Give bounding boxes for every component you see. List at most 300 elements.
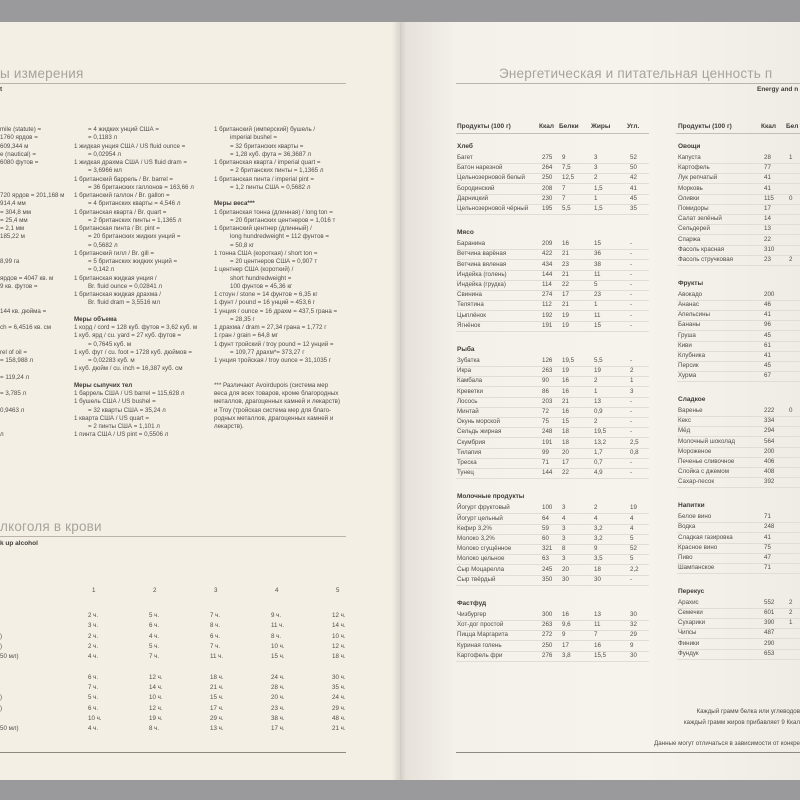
nutrition-value: 41 xyxy=(630,184,637,192)
unit-line: = 50,8 кг xyxy=(230,241,255,249)
unit-line: 185,22 м xyxy=(0,233,25,241)
alcohol-header-4: 4 xyxy=(275,587,279,594)
nutrition-row xyxy=(677,554,800,563)
nutrition-value: 3 xyxy=(562,555,566,563)
nutrition-value: - xyxy=(630,428,633,436)
unit-line: = 4 жидких унций США = xyxy=(88,126,159,133)
nutrition-value: 8 xyxy=(562,545,566,553)
nutrition-value: 72 xyxy=(542,408,549,415)
nutrition-value: 67 xyxy=(764,372,771,380)
nutrition-value: 15,5 xyxy=(594,651,607,659)
nutrition-value: 19 xyxy=(562,367,569,375)
nutrition-value: 16 xyxy=(562,377,569,385)
note-line-3: Данные могут отличаться в зависимости от конкре xyxy=(654,740,800,747)
nutrition-row xyxy=(456,504,649,513)
product-name: Картофель xyxy=(678,164,710,172)
unit-line: 1 британская пинта / imperial pint = xyxy=(214,175,314,183)
product-name: Мёд xyxy=(678,427,691,435)
product-name: Помидоры xyxy=(678,205,709,212)
nutrition-value: 2 xyxy=(789,609,793,616)
nutrition-value: 61 xyxy=(764,341,771,349)
unit-line: 1 кварта США / US quart = xyxy=(74,414,149,422)
alcohol-row-label: ) xyxy=(0,694,3,702)
nutrition-value: 21 xyxy=(562,270,569,278)
alcohol-cell: 5 ч. xyxy=(88,694,99,702)
alcohol-cell: 2 ч. xyxy=(88,632,99,640)
product-name: Молочный шоколад xyxy=(678,437,735,445)
nutrition-row xyxy=(677,246,800,255)
nutrition-value: 2 xyxy=(594,377,598,385)
nutrition-value: 1 xyxy=(789,619,793,627)
nutrition-row xyxy=(456,398,649,407)
nutrition-row xyxy=(677,342,800,351)
nutrition-header: Бел xyxy=(786,123,799,130)
unit-line: = 1,2 пинты США = 0,5682 л xyxy=(230,183,311,191)
nutrition-value: 9,6 xyxy=(562,621,571,629)
nutrition-value: 75 xyxy=(542,418,549,426)
unit-line: = 32 британских кварты = xyxy=(230,142,304,150)
nutrition-value: 23 xyxy=(764,256,771,263)
nutrition-value: 17 xyxy=(562,291,569,299)
nutrition-section-heading: Хлеб xyxy=(457,143,473,150)
nutrition-value: 42 xyxy=(630,174,637,182)
nutrition-row xyxy=(456,611,649,620)
alcohol-cell: 12 ч. xyxy=(149,673,163,681)
nutrition-row xyxy=(456,312,649,321)
nutrition-value: 100 xyxy=(542,504,553,512)
unit-line: = 3,785 л xyxy=(0,390,27,397)
row-divider xyxy=(677,381,800,382)
nutrition-row xyxy=(456,357,649,366)
nutrition-value: 28 xyxy=(764,154,771,161)
product-name: Белое вино xyxy=(678,513,712,521)
unit-line: Br. fluid ounce = 0,02841 л xyxy=(88,282,162,290)
unit-line: 1 жидкая унция США / US fluid ounce = xyxy=(74,142,186,150)
nutrition-value: 41 xyxy=(764,184,771,192)
nutrition-value: 64 xyxy=(542,514,549,522)
nutrition-row xyxy=(456,185,649,194)
nutrition-value: 264 xyxy=(542,164,553,172)
nutrition-row xyxy=(677,195,800,204)
nutrition-header: Угл. xyxy=(627,123,640,130)
alcohol-title-rule xyxy=(0,536,346,537)
alcohol-cell: 10 ч. xyxy=(149,694,163,702)
nutrition-value: 45 xyxy=(630,194,637,202)
row-divider xyxy=(456,585,649,586)
nutrition-header: Белки xyxy=(559,123,579,130)
nutrition-section-heading: Рыба xyxy=(457,346,475,353)
nutrition-row xyxy=(677,619,800,628)
nutrition-value: 22 xyxy=(562,281,569,288)
unit-line: 609,344 м xyxy=(0,142,29,150)
nutrition-row xyxy=(456,154,649,163)
nutrition-value: 19 xyxy=(562,311,569,319)
unit-line: 1 куб. фут / cu. foot = 1728 куб. дюймов = xyxy=(74,348,192,356)
product-name: Чипсы xyxy=(678,629,697,637)
nutrition-value: 75 xyxy=(764,543,771,551)
unit-line: 1 британский (имперский) бушель / xyxy=(214,126,316,133)
nutrition-row xyxy=(677,417,800,426)
nutrition-row xyxy=(456,367,649,376)
nutrition-value: 5,5 xyxy=(594,357,603,364)
nutrition-value: 21 xyxy=(562,301,569,309)
nutrition-value: 52 xyxy=(630,545,637,553)
nutrition-value: 3 xyxy=(594,154,598,161)
nutrition-value: 11 xyxy=(594,621,601,629)
nutrition-row xyxy=(677,154,800,163)
nutrition-value: - xyxy=(630,575,633,583)
unit-line: 1 баррель США / US barrel = 115,628 л xyxy=(74,390,185,397)
nutrition-row xyxy=(677,236,800,245)
nutrition-value: 3 xyxy=(630,387,634,395)
product-name: Креветки xyxy=(457,387,483,395)
nutrition-value: 86 xyxy=(542,387,549,395)
unit-line: 1 британский гилл / Br. gill = xyxy=(74,249,154,257)
nutrition-row xyxy=(677,609,800,618)
nutrition-row xyxy=(456,576,649,585)
product-name: Апельсины xyxy=(678,311,710,319)
nutrition-value: - xyxy=(630,281,633,288)
nutrition-value: 1,5 xyxy=(594,184,603,192)
nutrition-value: - xyxy=(630,418,633,426)
unit-line: 1 бушель США / US bushel = xyxy=(74,398,156,406)
product-name: Куриная голень xyxy=(457,641,502,649)
nutrition-row xyxy=(456,281,649,290)
product-name: Спаржа xyxy=(678,235,701,243)
alcohol-cell: 8 ч. xyxy=(149,725,160,733)
nutrition-value: 408 xyxy=(764,468,775,476)
unit-line: 1 унция / ounce = 16 драхм = 437,5 грана = xyxy=(214,307,338,315)
nutrition-row xyxy=(677,544,800,553)
alcohol-bottom-rule xyxy=(0,752,346,753)
unit-line: mile (statute) = xyxy=(0,126,42,133)
nutrition-row xyxy=(456,322,649,331)
alcohol-cell: 9 ч. xyxy=(271,612,282,619)
nutrition-row xyxy=(456,642,649,651)
nutrition-value: 14 xyxy=(764,215,771,223)
unit-line: = 36 британских галлонов = 163,66 л xyxy=(88,183,194,191)
product-name: Скумбрия xyxy=(457,438,486,446)
nutrition-value: 13,2 xyxy=(594,438,607,446)
nutrition-value: 300 xyxy=(542,611,553,618)
alcohol-row-label: 50 мл) xyxy=(0,653,19,661)
nutrition-value: - xyxy=(630,291,633,299)
product-name: Баранина xyxy=(457,240,486,248)
unit-line: = 158,988 л xyxy=(0,357,34,364)
nutrition-value: 2,5 xyxy=(630,438,639,446)
unit-line: лекарств). xyxy=(214,423,244,430)
nutrition-value: 406 xyxy=(764,458,775,465)
nutrition-value: 3 xyxy=(562,524,566,532)
product-name: Йогурт фруктовый xyxy=(457,504,510,512)
alcohol-cell: 12 ч. xyxy=(332,612,346,619)
alcohol-cell: 12 ч. xyxy=(149,704,163,712)
unit-line: = 2,1 мм xyxy=(0,225,25,232)
product-name: Цыплёнок xyxy=(457,311,486,319)
nutrition-row xyxy=(456,515,649,524)
nutrition-value: 564 xyxy=(764,437,775,445)
alcohol-cell: 19 ч. xyxy=(149,715,163,722)
nutrition-row xyxy=(677,185,800,194)
nutrition-value: 71 xyxy=(764,564,771,572)
nutrition-row xyxy=(456,439,649,448)
nutrition-value: 1 xyxy=(789,154,793,161)
nutrition-row xyxy=(456,449,649,458)
alcohol-cell: 3 ч. xyxy=(88,622,99,630)
nutrition-value: 36 xyxy=(594,250,601,258)
row-divider xyxy=(677,573,800,574)
unit-line: 1760 ярдов = xyxy=(0,134,38,142)
nutrition-value: 390 xyxy=(764,619,775,627)
product-name: Мороженое xyxy=(678,447,712,455)
nutrition-value: 350 xyxy=(542,575,553,583)
row-divider xyxy=(456,331,649,332)
nutrition-value: 487 xyxy=(764,629,775,637)
nutrition-value: 9 xyxy=(630,641,634,649)
unit-line: = 119,24 л xyxy=(0,373,30,381)
unit-line: = 0,7645 куб. м xyxy=(88,340,132,348)
unit-line: 1 тонна США (короткая) / short ton = xyxy=(214,249,318,257)
nutrition-value: 2 xyxy=(594,504,598,512)
nutrition-value: 200 xyxy=(764,447,775,455)
unit-line: 9 кв. футов = xyxy=(0,282,38,290)
nutrition-value: 30 xyxy=(630,611,637,618)
alcohol-cell: 38 ч. xyxy=(271,715,285,722)
nutrition-row xyxy=(456,261,649,270)
unit-line: rel of oil = xyxy=(0,348,27,356)
product-name: Чизбургер xyxy=(457,611,487,618)
nutrition-value: 45 xyxy=(764,362,771,370)
nutrition-value: - xyxy=(630,250,633,258)
nutrition-row xyxy=(677,321,800,330)
nutrition-row xyxy=(677,458,800,467)
alcohol-cell: 17 ч. xyxy=(210,704,224,712)
nutrition-row xyxy=(456,621,649,630)
nutrition-value: - xyxy=(630,459,633,466)
nutrition-value: 7 xyxy=(562,184,566,192)
alcohol-cell: 20 ч. xyxy=(271,694,285,702)
nutrition-value: 19 xyxy=(594,367,601,375)
alcohol-cell: 8 ч. xyxy=(210,622,221,630)
nutrition-value: 4,9 xyxy=(594,469,603,477)
nutrition-row xyxy=(677,523,800,532)
unit-line: = 2 британских пинты = 1,1365 л xyxy=(230,167,324,175)
nutrition-header: Жиры xyxy=(591,123,611,130)
nutrition-value: 1 xyxy=(630,377,634,385)
nutrition-value: 334 xyxy=(764,417,775,425)
unit-line: 1 пинта США / US pint = 0,5506 л xyxy=(74,431,169,439)
nutrition-section-heading: Мясо xyxy=(457,229,474,237)
unit-line: 100 фунтов = 45,36 кг xyxy=(230,282,293,290)
units-heading: Меры сыпучих тел xyxy=(74,381,133,389)
unit-line: = 3,6966 мл xyxy=(88,167,122,175)
product-name: Шампанское xyxy=(678,564,715,572)
alcohol-cell: 15 ч. xyxy=(210,694,224,702)
nutrition-value: 422 xyxy=(542,250,553,258)
product-name: Семечки xyxy=(678,609,703,616)
nutrition-row xyxy=(456,459,649,468)
product-name: Сыр твёрдый xyxy=(457,575,496,583)
nutrition-row xyxy=(677,164,800,173)
nutrition-value: - xyxy=(630,321,633,329)
nutrition-value: - xyxy=(630,408,633,415)
product-name: Салат зелёный xyxy=(678,215,722,223)
product-name: Красное вино xyxy=(678,543,718,551)
product-name: Икра xyxy=(457,367,472,375)
product-name: Молоко сгущённое xyxy=(457,545,512,553)
alcohol-cell: 21 ч. xyxy=(332,725,346,733)
nutrition-value: 250 xyxy=(542,641,553,649)
nutrition-value: 263 xyxy=(542,621,553,629)
nutrition-value: 276 xyxy=(542,651,553,659)
nutrition-value: 41 xyxy=(764,533,771,541)
nutrition-value: 38 xyxy=(594,260,601,268)
units-heading: Меры веса*** xyxy=(214,200,255,208)
left-page-title: ы измерения xyxy=(0,66,84,81)
nutrition-value: 3,5 xyxy=(594,555,603,563)
alcohol-cell: 15 ч. xyxy=(271,653,285,661)
nutrition-row xyxy=(456,164,649,173)
nutrition-value: 45 xyxy=(764,331,771,339)
nutrition-row xyxy=(677,372,800,381)
nutrition-value: 250 xyxy=(542,174,553,182)
product-name: Сухарики xyxy=(678,619,706,627)
unit-line: 1 центнер США (короткий) / xyxy=(214,266,294,274)
alcohol-cell: 4 ч. xyxy=(88,653,99,661)
unit-line: = 28,35 г xyxy=(230,315,255,323)
product-name: Индейка (голень) xyxy=(457,270,507,278)
product-name: Хурма xyxy=(678,372,697,380)
nutrition-row xyxy=(677,174,800,183)
unit-line: = 25,4 мм xyxy=(0,216,28,224)
product-name: Тунец xyxy=(457,469,474,477)
nutrition-value: 208 xyxy=(542,184,553,192)
nutrition-value: 9 xyxy=(562,154,566,161)
nutrition-value: 3 xyxy=(594,164,598,172)
nutrition-row xyxy=(456,301,649,310)
nutrition-value: 41 xyxy=(764,351,771,359)
nutrition-row xyxy=(456,291,649,300)
alcohol-cell: 4 ч. xyxy=(88,725,99,733)
nutrition-value: 1,5 xyxy=(594,205,603,212)
unit-line: = 32 кварты США = 35,24 л xyxy=(88,406,166,414)
nutrition-value: 52 xyxy=(630,154,637,161)
nutrition-value: 209 xyxy=(542,240,553,248)
product-name: Тилапия xyxy=(457,448,482,456)
unit-line: = 0,5682 л xyxy=(88,241,118,249)
product-name: Ананас xyxy=(678,300,699,308)
right-bottom-rule xyxy=(456,752,800,753)
product-name: Телятина xyxy=(457,301,484,309)
alcohol-cell: 5 ч. xyxy=(149,642,160,650)
nutrition-value: 21 xyxy=(562,250,569,258)
product-name: Фасоль стручковая xyxy=(678,256,734,263)
nutrition-value: 5,5 xyxy=(562,205,571,212)
nutrition-value: 16 xyxy=(562,408,569,415)
row-divider xyxy=(456,661,649,662)
alcohol-cell: 2 ч. xyxy=(88,642,99,650)
unit-line: e (nautical) = xyxy=(0,150,36,158)
nutrition-value: 2 xyxy=(594,418,598,426)
nutrition-value: 1 xyxy=(594,387,598,395)
nutrition-row xyxy=(677,513,800,522)
nutrition-value: 1 xyxy=(594,301,598,309)
nutrition-value: 15 xyxy=(594,240,601,248)
unit-line: short hundredweight = xyxy=(230,274,292,282)
nutrition-value: 191 xyxy=(542,321,553,329)
right-page xyxy=(400,22,800,780)
alcohol-cell: 10 ч. xyxy=(271,642,285,650)
nutrition-value: 18 xyxy=(594,565,601,573)
nutrition-value: 294 xyxy=(764,427,775,435)
nutrition-value: 19,5 xyxy=(562,357,575,364)
nutrition-value: 16 xyxy=(594,641,601,649)
nutrition-row xyxy=(677,301,800,310)
right-page-title: Энергетическая и питательная ценность п xyxy=(499,66,773,81)
unit-line: = 0,142 л xyxy=(88,266,115,274)
note-line-2: каждый грамм жиров прибавляет 9 Ккал xyxy=(683,719,800,726)
product-name: Киви xyxy=(678,341,692,349)
nutrition-row xyxy=(677,650,800,659)
unit-line: 1 британский баррель / Br. barrel = xyxy=(74,175,174,183)
alcohol-cell: 7 ч. xyxy=(210,642,221,650)
nutrition-row xyxy=(456,545,649,554)
nutrition-row xyxy=(677,640,800,649)
product-name: Морковь xyxy=(678,184,703,192)
nutrition-value: 275 xyxy=(542,154,553,161)
alcohol-header-5: 5 xyxy=(336,587,340,594)
header-rule xyxy=(456,133,649,134)
alcohol-cell: 24 ч. xyxy=(332,694,346,702)
nutrition-row xyxy=(677,478,800,487)
nutrition-value: 22 xyxy=(764,235,771,243)
product-name: Молоко 3,2% xyxy=(457,535,495,542)
nutrition-value: 195 xyxy=(542,205,553,212)
alcohol-cell: 29 ч. xyxy=(210,715,224,722)
unit-line: 1 британская кварта / imperial quart = xyxy=(214,159,321,166)
nutrition-value: 0,7 xyxy=(594,459,603,466)
row-divider xyxy=(677,659,800,660)
alcohol-cell: 8 ч. xyxy=(271,632,282,640)
product-name: Свинина xyxy=(457,291,482,299)
nutrition-row xyxy=(677,215,800,224)
alcohol-header-1: 1 xyxy=(92,587,96,594)
nutrition-value: 23 xyxy=(562,260,569,268)
nutrition-row xyxy=(677,407,800,416)
product-name: Сладкая газировка xyxy=(678,533,733,541)
nutrition-value: 310 xyxy=(764,245,775,253)
unit-line: веса для всех товаров, кроме благородных xyxy=(214,390,339,397)
unit-line: 720 ярдов = 201,168 м xyxy=(0,192,65,199)
alcohol-cell: 6 ч. xyxy=(88,704,99,712)
alcohol-cell: 10 ч. xyxy=(332,632,346,640)
nutrition-row xyxy=(456,566,649,575)
product-name: Слойка с джемом xyxy=(678,468,730,476)
unit-line: 1 унция тройская / troy ounce = 31,1035 г xyxy=(214,357,332,364)
nutrition-row xyxy=(456,555,649,564)
alcohol-cell: 2 ч. xyxy=(88,612,99,619)
unit-line: = 2 британских пинты = 1,1365 л xyxy=(88,216,182,224)
alcohol-cell: 6 ч. xyxy=(149,622,160,630)
nutrition-row xyxy=(677,256,800,265)
nutrition-row xyxy=(456,174,649,183)
alcohol-cell: 5 ч. xyxy=(149,612,160,619)
nutrition-section-heading: Напитки xyxy=(678,502,705,510)
nutrition-value: 19,5 xyxy=(594,428,607,436)
nutrition-value: 0,8 xyxy=(630,448,639,456)
unit-line: = 2 пинты США = 1,101 л xyxy=(88,423,160,430)
nutrition-row xyxy=(677,427,800,436)
